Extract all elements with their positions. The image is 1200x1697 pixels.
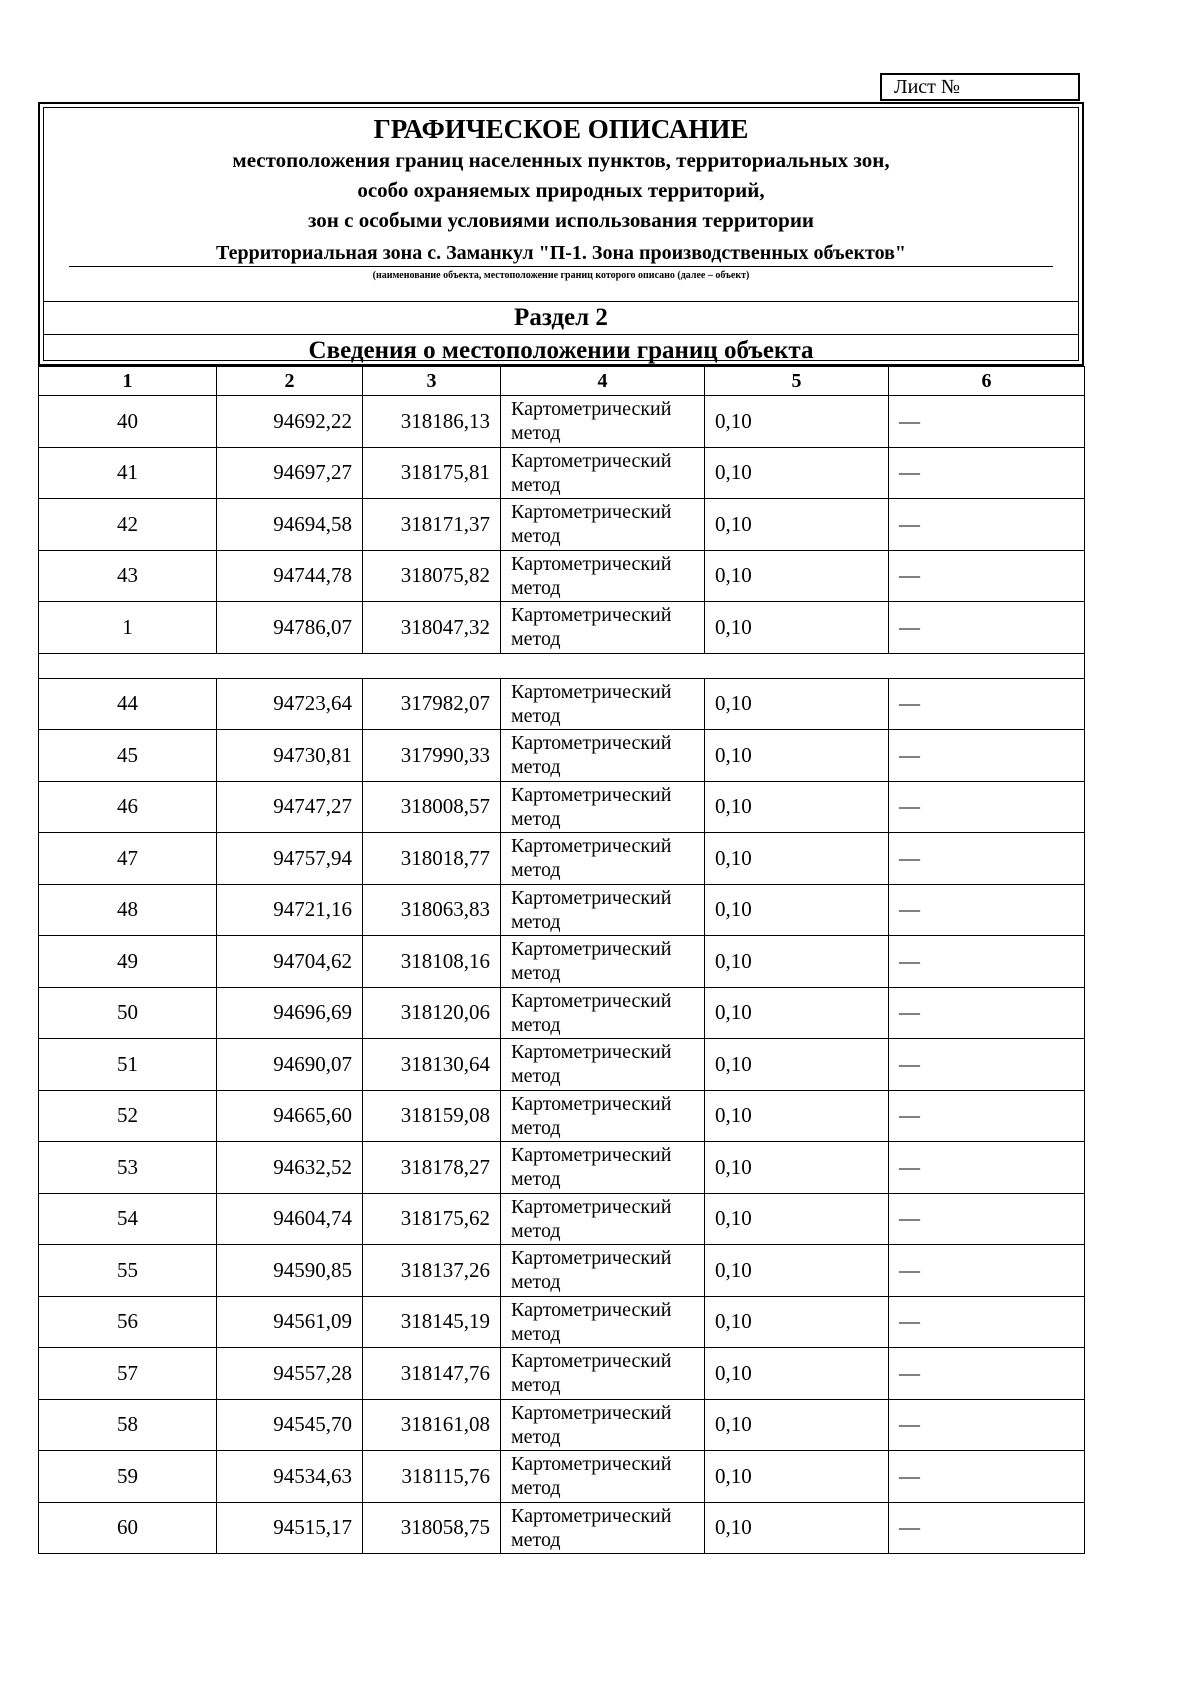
document-title: ГРАФИЧЕСКОЕ ОПИСАНИЕ xyxy=(373,114,749,144)
description-cell: — xyxy=(889,1142,1085,1194)
section-title: Сведения о местоположении границ объекта xyxy=(308,337,814,364)
point-number-cell: 58 xyxy=(39,1399,217,1451)
table-row xyxy=(39,499,1085,551)
accuracy-cell: 0,10 xyxy=(705,730,889,782)
x-coordinate-cell: 94561,09 xyxy=(217,1296,363,1348)
table-row xyxy=(39,1193,1085,1245)
x-coordinate-cell: 94786,07 xyxy=(217,602,363,654)
method-cell: Картометрический метод xyxy=(501,1245,705,1297)
description-cell: — xyxy=(889,1451,1085,1503)
method-cell: Картометрический метод xyxy=(501,781,705,833)
accuracy-cell: 0,10 xyxy=(705,1348,889,1400)
x-coordinate-cell: 94730,81 xyxy=(217,730,363,782)
accuracy-cell: 0,10 xyxy=(705,1399,889,1451)
point-number-cell: 44 xyxy=(39,678,217,730)
point-number-cell: 1 xyxy=(39,602,217,654)
method-cell: Картометрический метод xyxy=(501,1142,705,1194)
x-coordinate-cell: 94604,74 xyxy=(217,1193,363,1245)
accuracy-cell: 0,10 xyxy=(705,781,889,833)
method-cell: Картометрический метод xyxy=(501,499,705,551)
description-cell: — xyxy=(889,396,1085,448)
method-cell: Картометрический метод xyxy=(501,602,705,654)
accuracy-cell: 0,10 xyxy=(705,833,889,885)
description-cell: — xyxy=(889,447,1085,499)
x-coordinate-cell: 94590,85 xyxy=(217,1245,363,1297)
method-cell: Картометрический метод xyxy=(501,1090,705,1142)
sheet-number-box xyxy=(880,73,1080,101)
x-coordinate-cell: 94696,69 xyxy=(217,987,363,1039)
point-number-cell: 55 xyxy=(39,1245,217,1297)
point-number-cell: 42 xyxy=(39,499,217,551)
point-number-cell: 50 xyxy=(39,987,217,1039)
point-number-cell: 56 xyxy=(39,1296,217,1348)
method-cell: Картометрический метод xyxy=(501,987,705,1039)
method-cell: Картометрический метод xyxy=(501,884,705,936)
y-coordinate-cell: 318120,06 xyxy=(363,987,501,1039)
x-coordinate-cell: 94694,58 xyxy=(217,499,363,551)
method-cell: Картометрический метод xyxy=(501,1296,705,1348)
header-divider-2 xyxy=(44,334,1078,335)
contour-separator-row xyxy=(39,653,1085,678)
x-coordinate-cell: 94697,27 xyxy=(217,447,363,499)
accuracy-cell: 0,10 xyxy=(705,987,889,1039)
column-header: 2 xyxy=(217,367,363,396)
point-number-cell: 43 xyxy=(39,550,217,602)
header-divider-1 xyxy=(44,301,1078,302)
y-coordinate-cell: 318075,82 xyxy=(363,550,501,602)
table-row xyxy=(39,1142,1085,1194)
x-coordinate-cell: 94744,78 xyxy=(217,550,363,602)
method-cell: Картометрический метод xyxy=(501,550,705,602)
x-coordinate-cell: 94757,94 xyxy=(217,833,363,885)
method-cell: Картометрический метод xyxy=(501,936,705,988)
x-coordinate-cell: 94632,52 xyxy=(217,1142,363,1194)
column-header: 3 xyxy=(363,367,501,396)
table-row xyxy=(39,730,1085,782)
table-row xyxy=(39,1348,1085,1400)
y-coordinate-cell: 318147,76 xyxy=(363,1348,501,1400)
description-cell: — xyxy=(889,550,1085,602)
x-coordinate-cell: 94665,60 xyxy=(217,1090,363,1142)
accuracy-cell: 0,10 xyxy=(705,602,889,654)
description-cell: — xyxy=(889,1399,1085,1451)
y-coordinate-cell: 318171,37 xyxy=(363,499,501,551)
table-row xyxy=(39,1502,1085,1554)
point-number-cell: 54 xyxy=(39,1193,217,1245)
point-number-cell: 48 xyxy=(39,884,217,936)
header-frame xyxy=(43,107,1079,364)
column-header: 4 xyxy=(501,367,705,396)
table-row xyxy=(39,1451,1085,1503)
accuracy-cell: 0,10 xyxy=(705,1142,889,1194)
accuracy-cell: 0,10 xyxy=(705,499,889,551)
table-row xyxy=(39,550,1085,602)
method-cell: Картометрический метод xyxy=(501,833,705,885)
table-row xyxy=(39,396,1085,448)
subtitle-line-1: местоположения границ населенных пунктов, территориальных зон, xyxy=(232,148,890,172)
accuracy-cell: 0,10 xyxy=(705,1296,889,1348)
point-number-cell: 49 xyxy=(39,936,217,988)
point-number-cell: 46 xyxy=(39,781,217,833)
description-cell: — xyxy=(889,499,1085,551)
section-label: Раздел 2 xyxy=(514,304,608,331)
description-cell: — xyxy=(889,833,1085,885)
table-row xyxy=(39,1039,1085,1091)
point-number-cell: 60 xyxy=(39,1502,217,1554)
accuracy-cell: 0,10 xyxy=(705,1502,889,1554)
y-coordinate-cell: 318186,13 xyxy=(363,396,501,448)
table-row xyxy=(39,1296,1085,1348)
table-row xyxy=(39,678,1085,730)
table-row xyxy=(39,1245,1085,1297)
table-row xyxy=(39,447,1085,499)
point-number-cell: 59 xyxy=(39,1451,217,1503)
y-coordinate-cell: 317990,33 xyxy=(363,730,501,782)
subtitle-line-2: особо охраняемых природных территорий, xyxy=(357,178,765,202)
y-coordinate-cell: 318115,76 xyxy=(363,1451,501,1503)
description-cell: — xyxy=(889,1039,1085,1091)
y-coordinate-cell: 318159,08 xyxy=(363,1090,501,1142)
y-coordinate-cell: 318145,19 xyxy=(363,1296,501,1348)
accuracy-cell: 0,10 xyxy=(705,447,889,499)
table-row xyxy=(39,1399,1085,1451)
y-coordinate-cell: 317982,07 xyxy=(363,678,501,730)
point-number-cell: 40 xyxy=(39,396,217,448)
accuracy-cell: 0,10 xyxy=(705,1193,889,1245)
x-coordinate-cell: 94723,64 xyxy=(217,678,363,730)
y-coordinate-cell: 318137,26 xyxy=(363,1245,501,1297)
method-cell: Картометрический метод xyxy=(501,396,705,448)
point-number-cell: 53 xyxy=(39,1142,217,1194)
accuracy-cell: 0,10 xyxy=(705,1245,889,1297)
description-cell: — xyxy=(889,1245,1085,1297)
object-name-note: (наименование объекта, местоположение границ которого описано (далее – объект) xyxy=(372,270,750,281)
table-row xyxy=(39,781,1085,833)
point-number-cell: 41 xyxy=(39,447,217,499)
y-coordinate-cell: 318108,16 xyxy=(363,936,501,988)
point-number-cell: 45 xyxy=(39,730,217,782)
method-cell: Картометрический метод xyxy=(501,1399,705,1451)
table-row xyxy=(39,833,1085,885)
method-cell: Картометрический метод xyxy=(501,1348,705,1400)
x-coordinate-cell: 94515,17 xyxy=(217,1502,363,1554)
description-cell: — xyxy=(889,1502,1085,1554)
column-header: 1 xyxy=(39,367,217,396)
method-cell: Картометрический метод xyxy=(501,1451,705,1503)
x-coordinate-cell: 94747,27 xyxy=(217,781,363,833)
table-header-row xyxy=(39,367,1085,396)
x-coordinate-cell: 94721,16 xyxy=(217,884,363,936)
sheet-number-label: Лист № xyxy=(894,76,960,98)
description-cell: — xyxy=(889,1296,1085,1348)
method-cell: Картометрический метод xyxy=(501,447,705,499)
x-coordinate-cell: 94557,28 xyxy=(217,1348,363,1400)
accuracy-cell: 0,10 xyxy=(705,678,889,730)
point-number-cell: 51 xyxy=(39,1039,217,1091)
x-coordinate-cell: 94692,22 xyxy=(217,396,363,448)
x-coordinate-cell: 94545,70 xyxy=(217,1399,363,1451)
x-coordinate-cell: 94690,07 xyxy=(217,1039,363,1091)
accuracy-cell: 0,10 xyxy=(705,396,889,448)
y-coordinate-cell: 318058,75 xyxy=(363,1502,501,1554)
column-header: 5 xyxy=(705,367,889,396)
point-number-cell: 52 xyxy=(39,1090,217,1142)
accuracy-cell: 0,10 xyxy=(705,936,889,988)
y-coordinate-cell: 318178,27 xyxy=(363,1142,501,1194)
point-number-cell: 47 xyxy=(39,833,217,885)
method-cell: Картометрический метод xyxy=(501,1039,705,1091)
y-coordinate-cell: 318018,77 xyxy=(363,833,501,885)
description-cell: — xyxy=(889,602,1085,654)
point-number-cell: 57 xyxy=(39,1348,217,1400)
table-row xyxy=(39,602,1085,654)
y-coordinate-cell: 318063,83 xyxy=(363,884,501,936)
y-coordinate-cell: 318175,62 xyxy=(363,1193,501,1245)
description-cell: — xyxy=(889,678,1085,730)
description-cell: — xyxy=(889,884,1085,936)
accuracy-cell: 0,10 xyxy=(705,1451,889,1503)
table-row xyxy=(39,936,1085,988)
x-coordinate-cell: 94534,63 xyxy=(217,1451,363,1503)
separator-cell xyxy=(39,653,1085,678)
method-cell: Картометрический метод xyxy=(501,730,705,782)
table-row xyxy=(39,1090,1085,1142)
object-name: Территориальная зона с. Заманкул "П-1. Зона производственных объектов" xyxy=(69,242,1053,267)
description-cell: — xyxy=(889,987,1085,1039)
description-cell: — xyxy=(889,1090,1085,1142)
y-coordinate-cell: 318008,57 xyxy=(363,781,501,833)
description-cell: — xyxy=(889,1193,1085,1245)
accuracy-cell: 0,10 xyxy=(705,1039,889,1091)
description-cell: — xyxy=(889,730,1085,782)
column-header: 6 xyxy=(889,367,1085,396)
document-header xyxy=(38,102,1084,366)
description-cell: — xyxy=(889,1348,1085,1400)
method-cell: Картометрический метод xyxy=(501,1193,705,1245)
table-row xyxy=(39,987,1085,1039)
accuracy-cell: 0,10 xyxy=(705,884,889,936)
y-coordinate-cell: 318161,08 xyxy=(363,1399,501,1451)
y-coordinate-cell: 318175,81 xyxy=(363,447,501,499)
description-cell: — xyxy=(889,781,1085,833)
accuracy-cell: 0,10 xyxy=(705,550,889,602)
method-cell: Картометрический метод xyxy=(501,678,705,730)
description-cell: — xyxy=(889,936,1085,988)
x-coordinate-cell: 94704,62 xyxy=(217,936,363,988)
subtitle-line-3: зон с особыми условиями использования территории xyxy=(307,208,815,232)
accuracy-cell: 0,10 xyxy=(705,1090,889,1142)
y-coordinate-cell: 318130,64 xyxy=(363,1039,501,1091)
method-cell: Картометрический метод xyxy=(501,1502,705,1554)
table-row xyxy=(39,884,1085,936)
coordinates-table xyxy=(38,366,1085,1554)
y-coordinate-cell: 318047,32 xyxy=(363,602,501,654)
